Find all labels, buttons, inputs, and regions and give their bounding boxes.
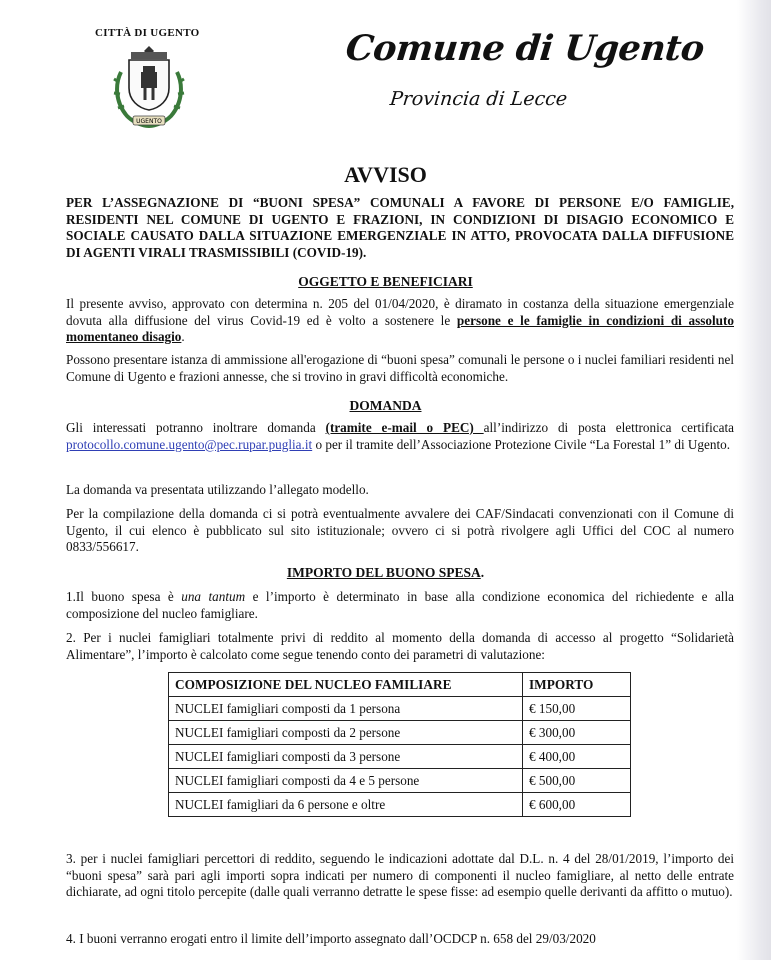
heading-importo-text: IMPORTO DEL BUONO SPESA — [286, 565, 481, 580]
table-cell-importo: € 500,00 — [523, 769, 631, 793]
domanda-paragraph-3: Per la compilazione della domanda ci si potrà eventualmente avvalere dei CAF/Sindacati convenzionati con il Comune di Ugento, il cui elenco è pubblicato sul sito istituzionale; ovvero ci si potrà rivolgere agli Uffici del COC al numero 0833/556617. — [66, 506, 734, 554]
table-header-importo: IMPORTO — [523, 673, 631, 697]
table-cell-composizione: NUCLEI famigliari composti da 1 persona — [169, 697, 523, 721]
table-cell-importo: € 400,00 — [523, 745, 631, 769]
table-row — [169, 697, 631, 721]
domanda-highlight: (tramite e-mail o PEC) — [325, 420, 484, 435]
intro-paragraph: PER L’ASSEGNAZIONE DI “BUONI SPESA” COMUNALI A FAVORE DI PERSONE E/O FAMIGLIE, RESIDENTI NEL COMUNE DI UGENTO E FRAZIONI, IN CONDIZIONI DI DISAGIO ECONOMICO E SOCIALE CAUSATO DALLA SITUAZIONE EMERGENZIALE IN ATTO, PROVOCATA DALLA DIFFUSIONE DI AGENTI VIRALI TRASMISSIBILI (COVID-19). — [66, 195, 734, 260]
heading-importo — [0, 565, 771, 581]
domanda-text-c: all’indirizzo di posta elettronica certificata — [483, 420, 735, 435]
domanda-paragraph-2: La domanda va presentata utilizzando l’allegato modello. — [66, 482, 369, 497]
comune-title: Comune di Ugento — [343, 28, 706, 69]
domanda-paragraph-1 — [66, 420, 734, 453]
importo-paragraph-4: 4. I buoni verranno erogati entro il limite dell’importo assegnato dall’OCDCP n. 658 del 29/03/2020 — [66, 931, 596, 946]
table-cell-composizione: NUCLEI famigliari composti da 4 e 5 persone — [169, 769, 523, 793]
importo-table — [168, 672, 631, 817]
oggetto-highlight: persone e le famiglie in condizioni di assoluto momentaneo disagio — [66, 312, 734, 344]
importo-paragraph-1 — [66, 589, 734, 622]
importo-text-a: 1.Il buono spesa è — [66, 589, 182, 604]
oggetto-text-c: . — [181, 329, 185, 344]
oggetto-paragraph-2: Possono presentare istanza di ammissione all'erogazione di “buoni spesa” comunali le persone o i nuclei familiari residenti nel Comune di Ugento e frazioni annesse, che si trovino in gravi difficoltà economiche. — [66, 352, 734, 384]
importo-paragraph-2: 2. Per i nuclei famigliari totalmente privi di reddito al momento della domanda di accesso al progetto “Solidarietà Alimentare”, l’importo è calcolato come segue tenendo conto dei parametri di valutazione: — [66, 630, 734, 662]
coat-of-arms-icon — [103, 42, 195, 134]
heading-domanda: DOMANDA — [349, 398, 422, 413]
heading-oggetto: OGGETTO E BENEFICIARI — [298, 274, 473, 289]
heading-importo-suffix: . — [480, 565, 485, 580]
oggetto-paragraph-1 — [66, 296, 734, 346]
table-cell-composizione: NUCLEI famigliari da 6 persone e oltre — [169, 793, 523, 817]
domanda-text-a: Gli interessati potranno inoltrare domanda — [66, 420, 326, 435]
page-edge-shadow — [737, 0, 771, 960]
crest-ribbon-text: UGENTO — [136, 118, 162, 125]
provincia-subtitle: Provincia di Lecce — [388, 88, 569, 110]
table-cell-importo: € 300,00 — [523, 721, 631, 745]
domanda-text-d: o per il tramite dell’Associazione Protezione Civile “La Forestal 1” di Ugento. — [312, 436, 731, 452]
crest-caption: CITTÀ DI UGENTO — [95, 27, 200, 39]
importo-text-c: e l’importo è determinato in base alla condizione economica del richiedente e alla composizione del nucleo famigliare. — [66, 589, 734, 621]
table-cell-importo: € 150,00 — [523, 697, 631, 721]
table-row — [169, 745, 631, 769]
importo-text-italic: una tantum — [181, 589, 246, 604]
oggetto-text-a: Il presente avviso, approvato con determina n. 205 del 01/04/2020, è diramato in costanza della situazione emergenziale dovuta alla diffusione del virus Covid-19 ed è volto a sostenere le — [66, 296, 734, 328]
table-row — [169, 769, 631, 793]
table-row — [169, 721, 631, 745]
table-row — [169, 793, 631, 817]
table-header-composizione: COMPOSIZIONE DEL NUCLEO FAMILIARE — [169, 673, 523, 697]
avviso-title: AVVISO — [344, 162, 427, 187]
table-header-row — [169, 673, 631, 697]
table-cell-composizione: NUCLEI famigliari composti da 2 persone — [169, 721, 523, 745]
importo-paragraph-3: 3. per i nuclei famigliari percettori di reddito, seguendo le indicazioni adottate dal D.L. n. 4 del 28/01/2019, l’importo dei “buoni spesa” sarà pari agli importi sopra indicati per numero di componenti il nucleo famigliare, al netto delle entrate dichiarate, ad ogni titolo percepite (dalle quali verranno detratte le spese fisse: ad esempio quelle derivanti da affitto o mutuo). — [66, 851, 734, 899]
pec-email-link[interactable]: protocollo.comune.ugento@pec.rupar.puglia.it — [66, 436, 313, 452]
table-cell-importo: € 600,00 — [523, 793, 631, 817]
table-cell-composizione: NUCLEI famigliari composti da 3 persone — [169, 745, 523, 769]
